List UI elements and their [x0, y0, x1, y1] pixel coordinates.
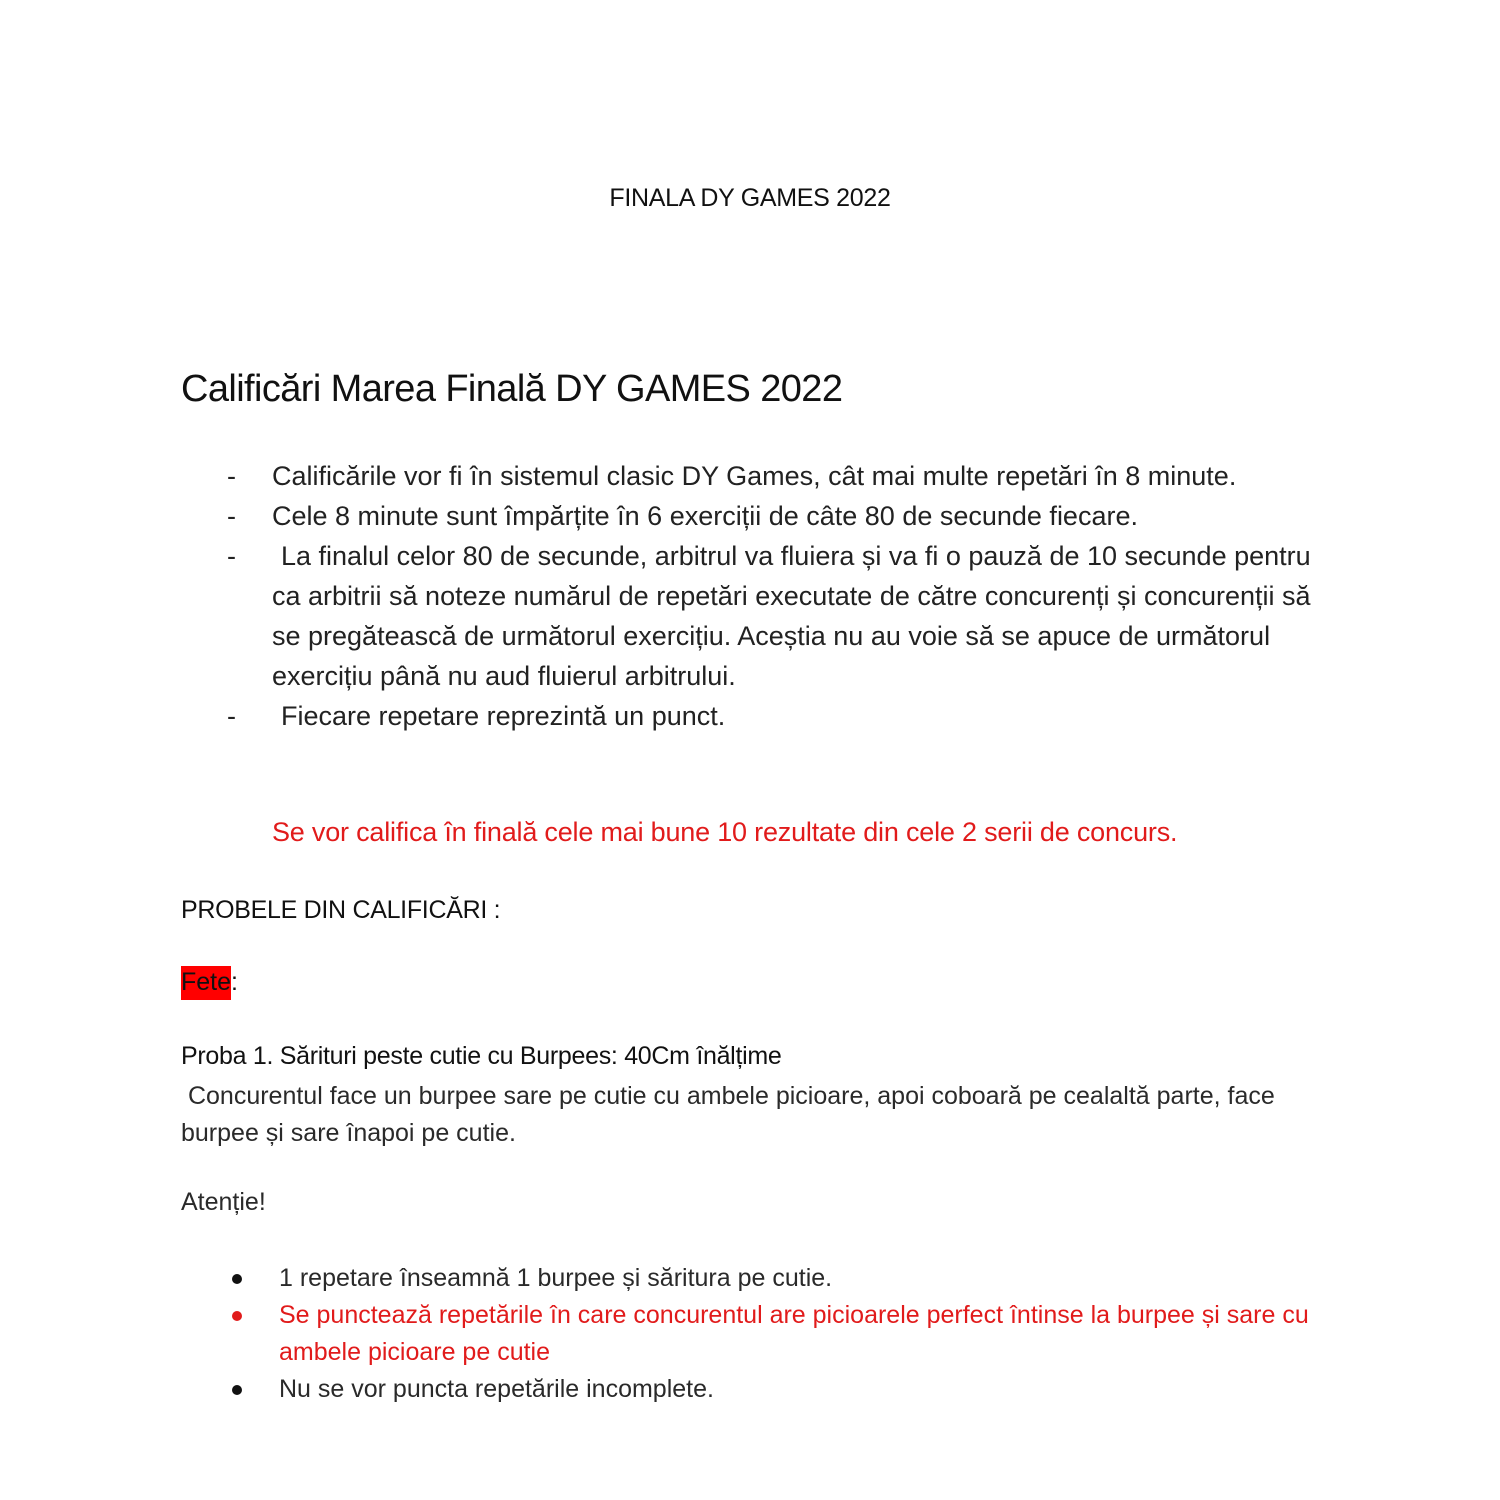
event-description	[181, 1078, 1326, 1152]
qualification-note: Se vor califica în finală cele mai bune 10 rezultate din cele 2 serii de concurs.	[272, 817, 1178, 847]
attention-label: Atenție!	[181, 1188, 266, 1216]
note-item	[230, 1260, 1330, 1297]
rule-text: La finalul celor 80 de secunde, arbitrul va fluiera și va fi o pauză de 10 secunde pentru ca arbitrii să noteze numărul de repetări executate de către concurenți și concurenții să se pregătească de următorul exercițiu. Aceștia nu au voie să se apuce de următorul exercițiu până nu aud fluierul arbitrului.	[272, 541, 1311, 691]
note-text: Nu se vor puncta repetările incomplete.	[279, 1375, 714, 1403]
dash-marker: -	[227, 461, 236, 491]
dash-marker: -	[227, 541, 236, 571]
bullet-icon	[232, 1311, 242, 1321]
rule-item	[227, 496, 1337, 536]
group-label-highlighted: Fete	[181, 966, 231, 1000]
note-text: Se punctează repetările în care concurentul are picioarele perfect întinse la burpee și sare cu ambele picioare pe cutie	[279, 1301, 1309, 1366]
event-description-text: Concurentul face un burpee sare pe cutie cu ambele picioare, apoi coboară pe cealaltă parte, face burpee și sare înapoi pe cutie.	[181, 1082, 1275, 1147]
event-title: Proba 1. Sărituri peste cutie cu Burpees: 40Cm înălțime	[181, 1042, 782, 1070]
group-label-suffix: :	[231, 968, 238, 996]
rule-item	[227, 536, 1337, 696]
section-label: PROBELE DIN CALIFICĂRI :	[181, 896, 501, 924]
dash-marker: -	[227, 701, 236, 731]
rule-text: Calificările vor fi în sistemul clasic DY Games, cât mai multe repetări în 8 minute.	[272, 461, 1237, 491]
note-item	[230, 1371, 1330, 1408]
group-label	[181, 968, 238, 997]
note-item-highlighted	[230, 1297, 1330, 1371]
dash-marker: -	[227, 501, 236, 531]
document-header-title: FINALA DY GAMES 2022	[609, 184, 891, 212]
rule-item	[227, 696, 1337, 736]
bullet-icon	[232, 1385, 242, 1395]
page-title: Calificări Marea Finală DY GAMES 2022	[181, 368, 843, 410]
rule-text: Cele 8 minute sunt împărțite în 6 exerciții de câte 80 de secunde fiecare.	[272, 501, 1138, 531]
rule-text: Fiecare repetare reprezintă un punct.	[281, 701, 726, 731]
note-text: 1 repetare înseamnă 1 burpee și săritura pe cutie.	[279, 1264, 833, 1292]
rule-item	[227, 456, 1337, 496]
notes-list	[230, 1260, 1330, 1408]
rules-list	[227, 456, 1337, 736]
bullet-icon	[232, 1274, 242, 1284]
